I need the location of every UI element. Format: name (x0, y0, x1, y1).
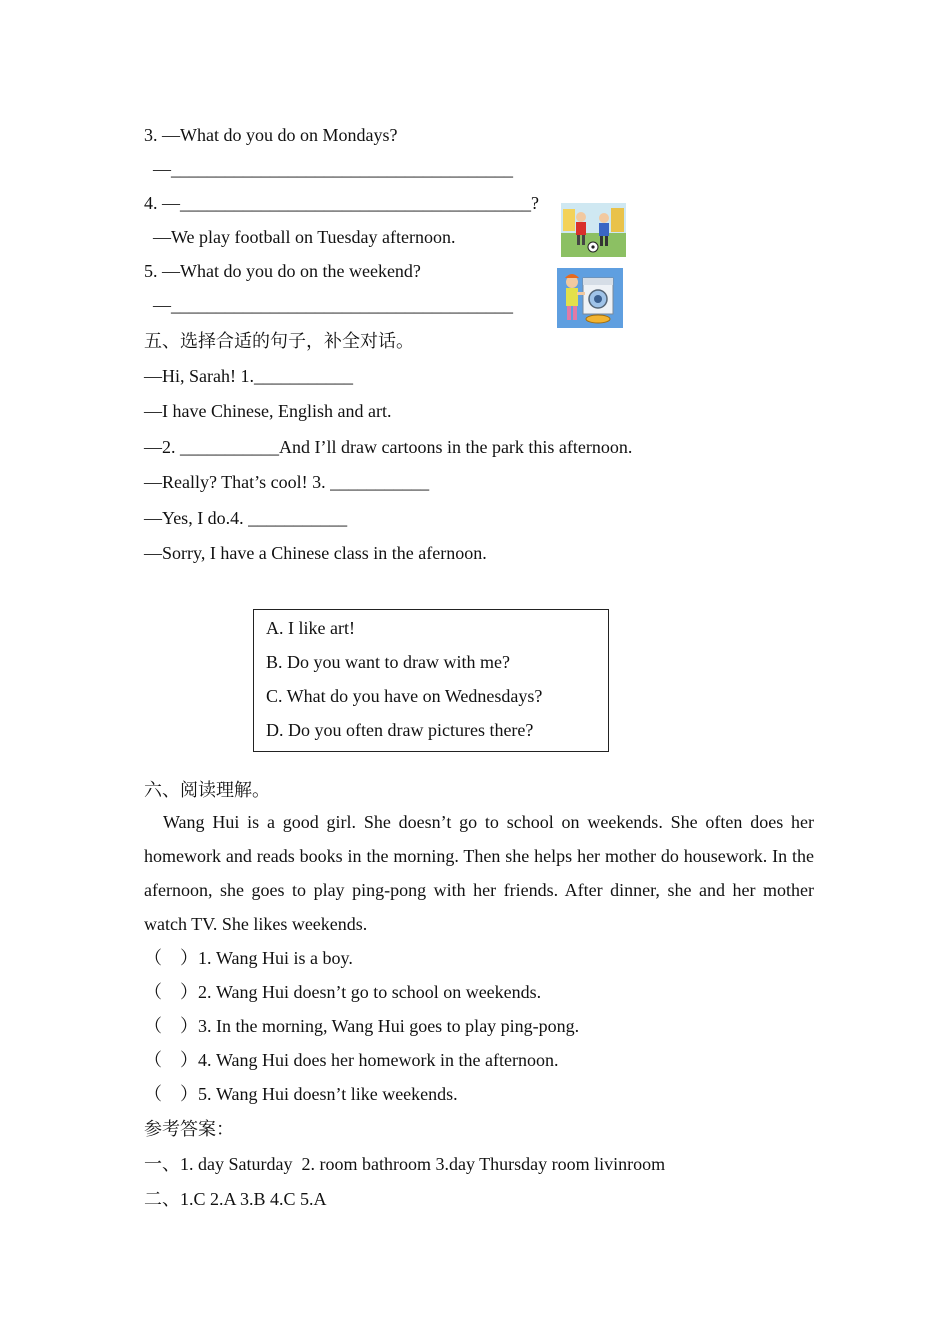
question-3-answer-blank[interactable]: —______________________________________ (144, 159, 513, 179)
dialog-line-4[interactable]: —Really? That’s cool! 3. ___________ (144, 472, 430, 492)
dialog-line-2: —I have Chinese, English and art. (144, 401, 392, 421)
choice-d: D. Do you often draw pictures there? (266, 720, 534, 740)
question-4-answer: —We play football on Tuesday afternoon. (144, 227, 456, 247)
question-5-answer-blank[interactable]: —______________________________________ (144, 295, 513, 315)
statement-5[interactable]: （ ）5. Wang Hui doesn’t like weekends. (144, 1084, 458, 1104)
answers-title: 参考答案： (144, 1119, 234, 1139)
choice-b: B. Do you want to draw with me? (266, 652, 510, 672)
question-3-prompt: 3. —What do you do on Mondays? (144, 125, 398, 145)
statement-4[interactable]: （ ）4. Wang Hui does her homework in the afternoon. (144, 1050, 559, 1070)
dialog-line-5[interactable]: —Yes, I do.4. ___________ (144, 508, 348, 528)
choice-a: A. I like art! (266, 618, 355, 638)
section-5-title: 五、选择合适的句子，补全对话。 (144, 331, 414, 351)
football-scene-picture (561, 203, 626, 257)
choice-c: C. What do you have on Wednesdays? (266, 686, 543, 706)
dialog-line-3[interactable]: —2. ___________And I’ll draw cartoons in the park this afternoon. (144, 437, 633, 457)
answers-line-1: 一、1. day Saturday 2. room bathroom 3.day Thursday room livinroom (144, 1154, 666, 1174)
question-5-prompt: 5. —What do you do on the weekend? (144, 261, 421, 281)
choices-box (253, 609, 609, 752)
dialog-line-6: —Sorry, I have a Chinese class in the afernoon. (144, 543, 487, 563)
washing-machine-picture (557, 268, 623, 328)
dialog-line-1[interactable]: —Hi, Sarah! 1.___________ (144, 366, 353, 386)
statement-3[interactable]: （ ）3. In the morning, Wang Hui goes to play ping-pong. (144, 1016, 580, 1036)
question-4-prompt-blank[interactable]: 4. —_______________________________________? (144, 193, 539, 213)
statement-1[interactable]: （ ）1. Wang Hui is a boy. (144, 948, 353, 968)
answers-line-2: 二、1.C 2.A 3.B 4.C 5.A (144, 1189, 327, 1209)
section-6-title: 六、阅读理解。 (144, 780, 270, 800)
statement-2[interactable]: （ ）2. Wang Hui doesn’t go to school on weekends. (144, 982, 542, 1002)
reading-passage: Wang Hui is a good girl. She doesn’t go to school on weekends. She often does her homework and reads books in the morning. Then she helps her mother do housework. In the afernoon, she goes to play ping-pong with her friends. After dinner, she and her mother watch TV. She likes weekends. (144, 812, 814, 934)
